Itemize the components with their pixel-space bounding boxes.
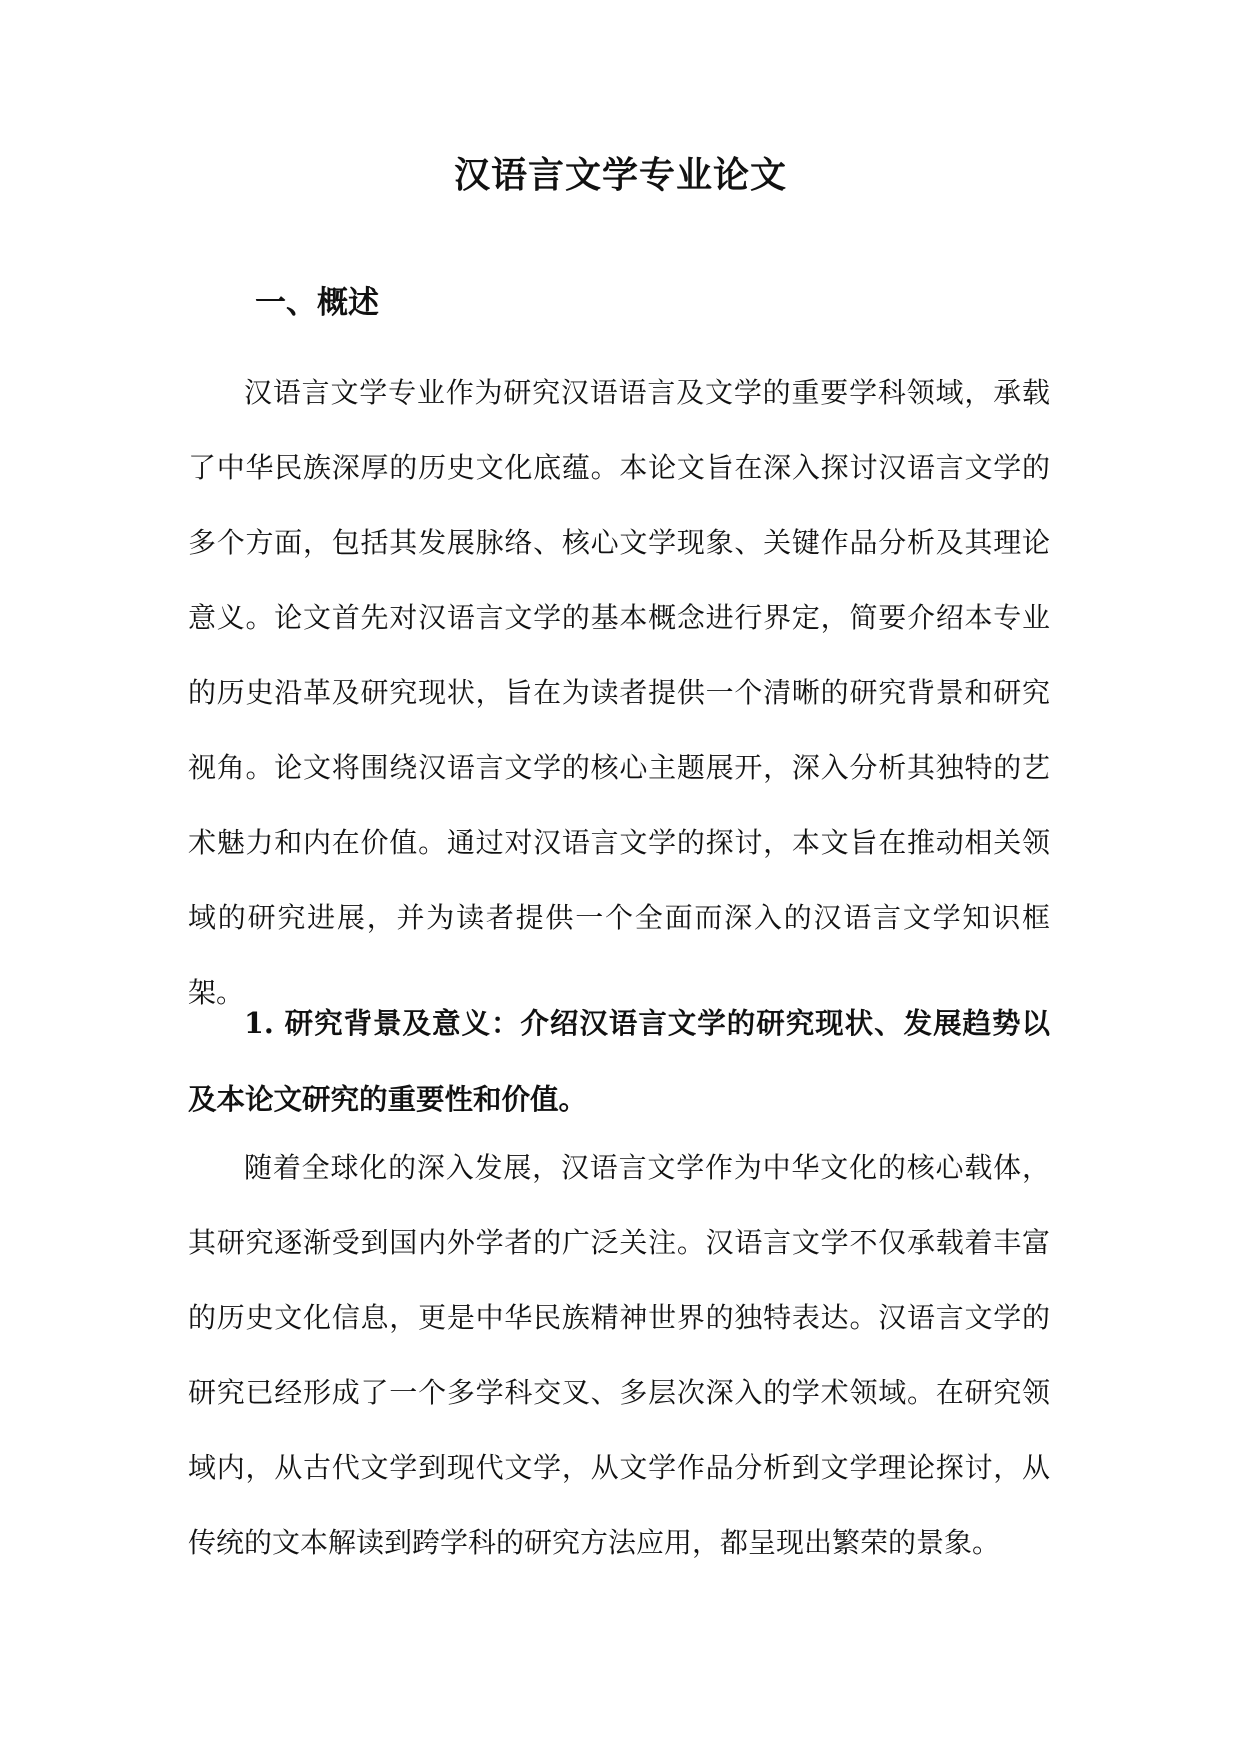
subheading-research-background: 1. 研究背景及意义：介绍汉语言文学的研究现状、发展趋势以及本论文研究的重要性和价值。 xyxy=(188,1006,1050,1116)
document-title: 汉语言文学专业论文 xyxy=(453,154,787,196)
section-heading-overview: 一、概述 xyxy=(255,285,379,321)
research-background-paragraph: 随着全球化的深入发展，汉语言文学作为中华文化的核心载体，其研究逐渐受到国内外学者的广泛关注。汉语言文学不仅承载着丰富的历史文化信息，更是中华民族精神世界的独特表达。汉语言文学的研究已经形成了一个多学科交叉、多层次深入的学术领域。在研究领域内，从古代文学到现代文学，从文学作品分析到文学理论探讨，从传统的文本解读到跨学科的研究方法应用，都呈现出繁荣的景象。 xyxy=(188,1151,1050,1559)
overview-paragraph: 汉语言文学专业作为研究汉语语言及文学的重要学科领域，承载了中华民族深厚的历史文化底蕴。本论文旨在深入探讨汉语言文学的多个方面，包括其发展脉络、核心文学现象、关键作品分析及其理论意义。论文首先对汉语言文学的基本概念进行界定，简要介绍本专业的历史沿革及研究现状，旨在为读者提供一个清晰的研究背景和研究视角。论文将围绕汉语言文学的核心主题展开，深入分析其独特的艺术魅力和内在价值。通过对汉语言文学的探讨，本文旨在推动相关领域的研究进展，并为读者提供一个全面而深入的汉语言文学知识框架。 xyxy=(188,376,1050,1009)
